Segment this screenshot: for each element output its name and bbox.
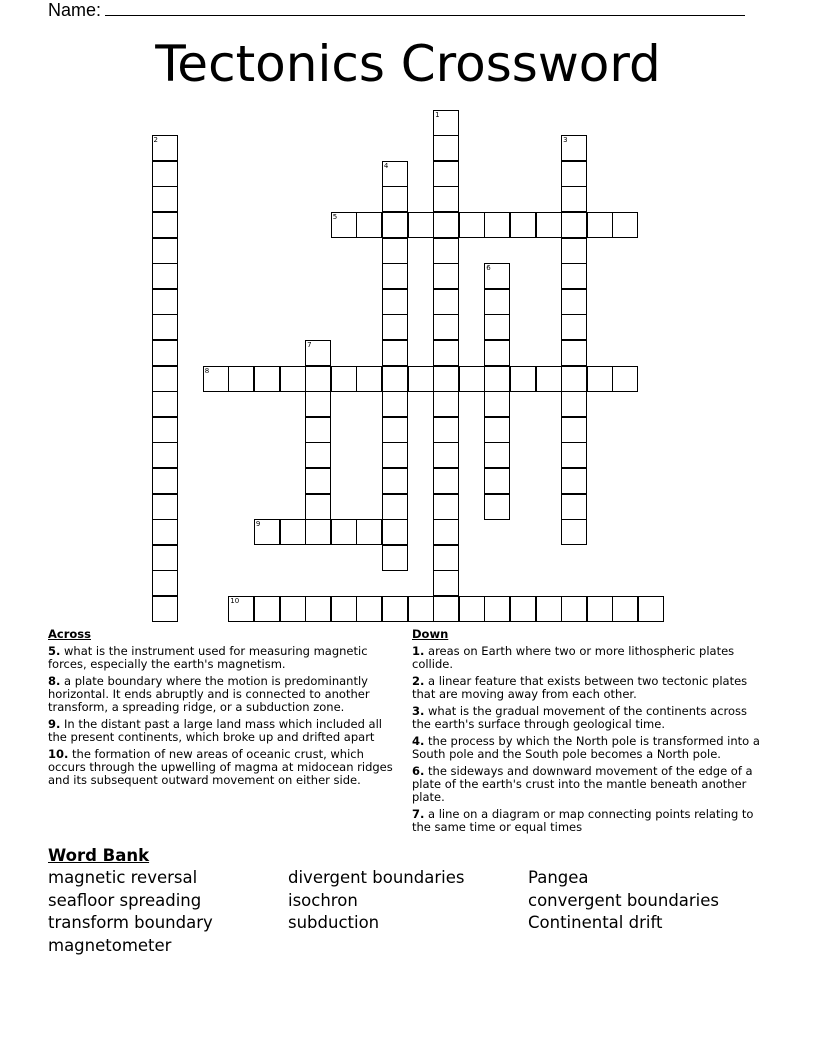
grid-cell[interactable] (382, 391, 408, 417)
grid-cell[interactable] (561, 391, 587, 417)
grid-cell[interactable] (408, 212, 434, 238)
grid-cell[interactable] (152, 494, 178, 520)
grid-cell[interactable] (484, 391, 510, 417)
word-bank-item: Pangea (528, 868, 589, 887)
word-bank-title: Word Bank (48, 846, 150, 865)
word-bank-item: transform boundary (48, 913, 213, 932)
grid-cell[interactable] (561, 238, 587, 264)
grid-cell[interactable] (484, 263, 510, 289)
grid-cell[interactable] (408, 366, 434, 392)
clue-text: areas on Earth where two or more lithospheric plates collide. (412, 644, 735, 671)
grid-cell[interactable] (561, 161, 587, 187)
clue-number: 10 (230, 596, 240, 605)
grid-cell[interactable] (587, 212, 613, 238)
grid-cell[interactable] (433, 545, 459, 571)
clue-num: 10. (48, 747, 69, 761)
grid-cell[interactable] (152, 212, 178, 238)
grid-cell[interactable] (280, 366, 306, 392)
grid-cell[interactable] (433, 340, 459, 366)
clue-num: 5. (48, 644, 61, 658)
clue-num: 7. (412, 807, 425, 821)
grid-cell[interactable] (561, 289, 587, 315)
clue-num: 8. (48, 674, 61, 688)
clue-text: In the distant past a large land mass which included all the present continents, which broke up and drifted apart (48, 717, 382, 744)
clue-number: 7 (307, 340, 312, 349)
clue-text: what is the gradual movement of the continents across the earth's surface through geological time. (412, 704, 748, 731)
grid-cell[interactable] (382, 314, 408, 340)
grid-cell[interactable] (484, 596, 510, 622)
grid-cell[interactable] (152, 570, 178, 596)
down-clue (412, 645, 764, 671)
grid-cell[interactable] (152, 391, 178, 417)
clue-number: 5 (332, 212, 338, 221)
grid-cell[interactable] (382, 417, 408, 443)
clue-number: 2 (153, 136, 158, 145)
clue-number: 3 (563, 136, 568, 145)
grid-cell[interactable] (382, 442, 408, 468)
grid-cell[interactable] (561, 186, 587, 212)
grid-cell[interactable] (152, 238, 178, 264)
grid-cell[interactable] (433, 468, 459, 494)
clue-text: the process by which the North pole is transformed into a South pole and the South pole becomes a North pole. (412, 734, 760, 761)
word-bank-item: isochron (288, 890, 358, 910)
across-clue (48, 645, 400, 671)
clue-number: 9 (255, 520, 261, 529)
grid-cell[interactable] (382, 263, 408, 289)
grid-cell[interactable] (561, 263, 587, 289)
clue-number: 8 (204, 366, 210, 375)
grid-cell[interactable] (382, 366, 408, 392)
grid-cell[interactable] (152, 442, 178, 468)
grid-cell[interactable] (382, 212, 408, 238)
grid-cell[interactable] (382, 494, 408, 520)
clue-text: a linear feature that exists between two tectonic plates that are moving away from each other. (412, 674, 748, 701)
grid-cell[interactable] (382, 186, 408, 212)
grid-cell[interactable] (152, 596, 178, 622)
grid-cell[interactable] (305, 340, 331, 366)
clue-num: 1. (412, 644, 425, 658)
grid-cell[interactable] (254, 366, 280, 392)
grid-cell[interactable] (152, 135, 178, 161)
grid-cell[interactable] (459, 596, 485, 622)
across-clues (48, 628, 400, 791)
word-bank (48, 845, 768, 957)
grid-cell[interactable] (459, 212, 485, 238)
grid-cell[interactable] (459, 366, 485, 392)
down-clue (412, 808, 764, 834)
word-bank-item: seafloor spreading (48, 890, 202, 910)
grid-cell[interactable] (382, 545, 408, 571)
grid-cell[interactable] (612, 366, 638, 392)
grid-cell[interactable] (228, 366, 254, 392)
across-clue (48, 718, 400, 744)
grid-cell[interactable] (433, 212, 459, 238)
grid-cell[interactable] (484, 340, 510, 366)
grid-cell[interactable] (433, 442, 459, 468)
grid-cell[interactable] (433, 161, 459, 187)
grid-cell[interactable] (561, 468, 587, 494)
grid-cell[interactable] (254, 596, 280, 622)
grid-cell[interactable] (536, 366, 562, 392)
grid-cell[interactable] (152, 289, 178, 315)
grid-cell[interactable] (561, 366, 587, 392)
clue-text: a plate boundary where the motion is predominantly horizontal. It ends abruptly and is connected to another transform, a spreading ridge, or a subduction zone. (48, 674, 370, 714)
grid-cell[interactable] (305, 417, 331, 443)
clue-number: 6 (486, 264, 491, 273)
grid-cell[interactable] (280, 519, 306, 545)
grid-cell[interactable] (433, 391, 459, 417)
grid-cell[interactable] (356, 596, 382, 622)
grid-cell[interactable] (331, 212, 357, 238)
grid-cell[interactable] (484, 442, 510, 468)
grid-cell[interactable] (561, 212, 587, 238)
word-bank-item: Continental drift (528, 913, 663, 932)
clue-number: 1 (435, 110, 440, 119)
grid-cell[interactable] (152, 366, 178, 392)
grid-cell[interactable] (382, 238, 408, 264)
clue-num: 3. (412, 704, 425, 718)
grid-cell[interactable] (510, 596, 536, 622)
clue-num: 6. (412, 764, 425, 778)
grid-cell[interactable] (305, 442, 331, 468)
grid-cell[interactable] (331, 519, 357, 545)
clue-text: the formation of new areas of oceanic crust, which occurs through the upwelling of magma at midocean ridges and its subsequent outward movement on either side. (48, 747, 393, 787)
grid-cell[interactable] (484, 212, 510, 238)
grid-cell[interactable] (433, 289, 459, 315)
grid-cell[interactable] (561, 314, 587, 340)
grid-cell[interactable] (587, 366, 613, 392)
grid-cell[interactable] (305, 519, 331, 545)
down-clue (412, 705, 764, 731)
grid-cell[interactable] (536, 596, 562, 622)
grid-cell[interactable] (433, 110, 459, 136)
name-label: Name: (48, 0, 102, 20)
down-clue (412, 735, 764, 761)
grid-cell[interactable] (382, 519, 408, 545)
grid-cell[interactable] (408, 596, 434, 622)
across-heading: Across (48, 627, 91, 641)
grid-cell[interactable] (280, 596, 306, 622)
grid-cell[interactable] (484, 366, 510, 392)
grid-cell[interactable] (152, 186, 178, 212)
grid-cell[interactable] (331, 366, 357, 392)
word-bank-item: divergent boundaries (288, 868, 465, 887)
grid-cell[interactable] (561, 596, 587, 622)
grid-cell[interactable] (382, 468, 408, 494)
page-title: Tectonics Crossword (155, 35, 661, 93)
grid-cell[interactable] (433, 519, 459, 545)
clue-num: 9. (48, 717, 61, 731)
word-bank-item: convergent boundaries (528, 890, 720, 910)
clue-text: what is the instrument used for measuring magnetic forces, especially the earth's magnetism. (48, 644, 368, 671)
clue-text: the sideways and downward movement of the edge of a plate of the earth's crust into the mantle beneath another plate. (412, 764, 753, 804)
grid-cell[interactable] (305, 468, 331, 494)
grid-cell[interactable] (382, 596, 408, 622)
grid-cell[interactable] (433, 135, 459, 161)
grid-cell[interactable] (561, 494, 587, 520)
grid-cell[interactable] (356, 366, 382, 392)
grid-cell[interactable] (433, 596, 459, 622)
word-bank-item: magnetic reversal (48, 868, 198, 887)
down-clue (412, 765, 764, 804)
grid-cell[interactable] (356, 519, 382, 545)
grid-cell[interactable] (254, 519, 280, 545)
grid-cell[interactable] (433, 314, 459, 340)
grid-cell[interactable] (433, 186, 459, 212)
grid-cell[interactable] (382, 161, 408, 187)
grid-cell[interactable] (433, 494, 459, 520)
grid-cell[interactable] (433, 570, 459, 596)
across-clue (48, 675, 400, 714)
grid-cell[interactable] (587, 596, 613, 622)
grid-cell[interactable] (305, 391, 331, 417)
grid-cell[interactable] (484, 494, 510, 520)
grid-cell[interactable] (484, 314, 510, 340)
grid-cell[interactable] (203, 366, 229, 392)
grid-cell[interactable] (433, 366, 459, 392)
word-bank-item: subduction (288, 913, 380, 932)
across-clue (48, 748, 400, 787)
grid-cell[interactable] (561, 417, 587, 443)
grid-cell[interactable] (510, 212, 536, 238)
grid-cell[interactable] (152, 340, 178, 366)
clue-text: a line on a diagram or map connecting points relating to the same time or equal times (412, 807, 754, 834)
grid-cell[interactable] (152, 314, 178, 340)
grid-cell[interactable] (612, 596, 638, 622)
grid-cell[interactable] (152, 161, 178, 187)
clue-num: 4. (412, 734, 425, 748)
grid-cell[interactable] (484, 289, 510, 315)
grid-cell[interactable] (305, 366, 331, 392)
grid-cell[interactable] (433, 263, 459, 289)
grid-cell[interactable] (382, 289, 408, 315)
grid-cell[interactable] (561, 340, 587, 366)
grid-cell[interactable] (484, 468, 510, 494)
grid-cell[interactable] (561, 519, 587, 545)
grid-cell[interactable] (510, 366, 536, 392)
grid-cell[interactable] (152, 417, 178, 443)
grid-cell[interactable] (228, 596, 254, 622)
grid-cell[interactable] (152, 263, 178, 289)
grid-cell[interactable] (305, 494, 331, 520)
word-bank-item: magnetometer (48, 935, 172, 955)
grid-cell[interactable] (382, 340, 408, 366)
grid-cell[interactable] (152, 519, 178, 545)
grid-cell[interactable] (305, 596, 331, 622)
grid-cell[interactable] (612, 212, 638, 238)
clue-number: 4 (383, 161, 389, 170)
grid-cell[interactable] (433, 417, 459, 443)
grid-cell[interactable] (561, 135, 587, 161)
grid-cell[interactable] (561, 442, 587, 468)
grid-cell[interactable] (152, 545, 178, 571)
grid-cell[interactable] (331, 596, 357, 622)
down-clues (412, 628, 764, 838)
grid-cell[interactable] (356, 212, 382, 238)
grid-cell[interactable] (433, 238, 459, 264)
grid-cell[interactable] (152, 468, 178, 494)
down-heading: Down (412, 627, 449, 641)
grid-cell[interactable] (484, 417, 510, 443)
down-clue (412, 675, 764, 701)
clue-num: 2. (412, 674, 425, 688)
grid-cell[interactable] (638, 596, 664, 622)
grid-cell[interactable] (536, 212, 562, 238)
